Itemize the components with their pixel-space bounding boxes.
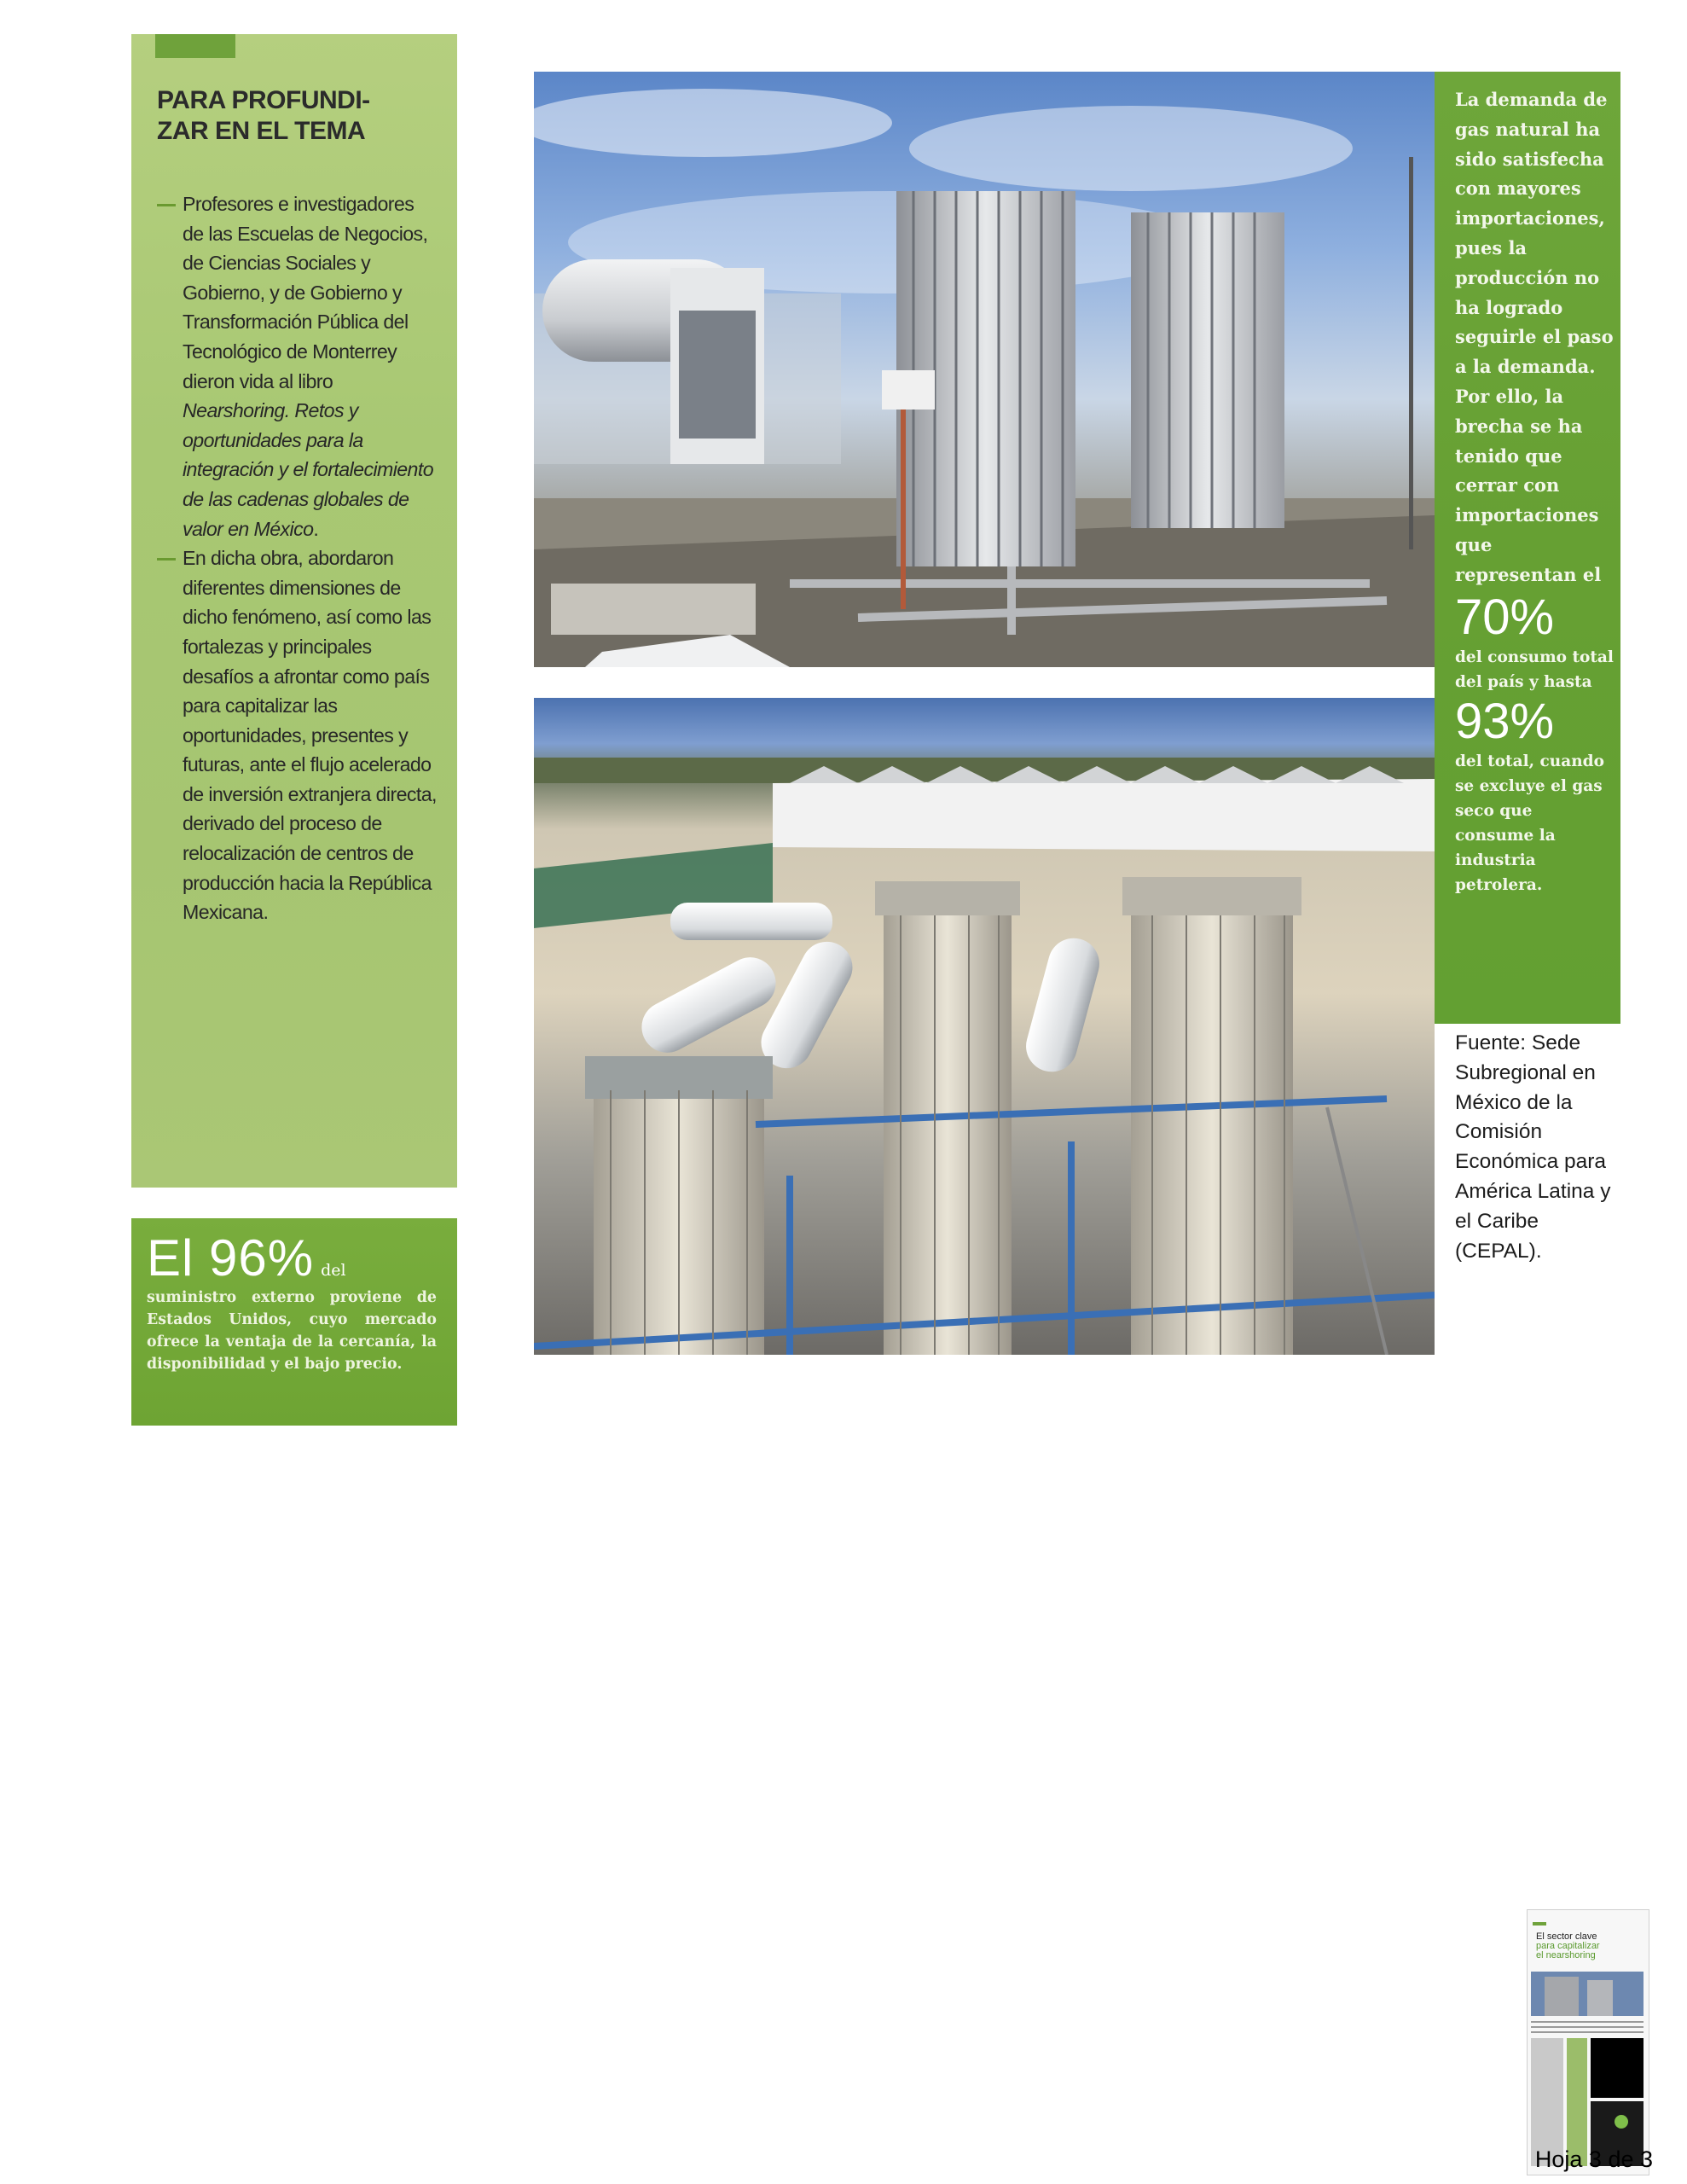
source-caption: Fuente: Sede Subregional en México de la Comisión Económica para América Latina y el Caribe (CEPAL). [1455, 1031, 1611, 1263]
photo-regasification-plant [534, 698, 1435, 1355]
stat-big-number: El 96% [147, 1229, 315, 1287]
dash-icon [157, 558, 176, 561]
sidebar-body [157, 189, 438, 927]
green-end-text: del total, cuando se excluye el gas seco que consume la industria petrolera. [1455, 752, 1604, 894]
book-title: Nearshoring. Retos y oportunidades para la integración y el fortalecimiento de las cadenas globales de valor en México [183, 399, 433, 540]
thumbnail-headline-l2: para capitalizar [1536, 1941, 1600, 1951]
page-thumbnail[interactable] [1527, 1909, 1649, 2175]
page-counter: Hoja 3 de 3 [1534, 2146, 1653, 2172]
photo-lng-vaporizers [534, 72, 1435, 667]
sidebar-title [157, 85, 438, 147]
thumbnail-headline-l3: el nearshoring [1536, 1950, 1596, 1960]
photo-top-illustration [534, 72, 1435, 667]
thumbnail-headline [1536, 1931, 1603, 1960]
para1-text-after: . [313, 517, 319, 540]
sidebar-paragraph-1 [157, 189, 438, 543]
green-info-text [1455, 85, 1614, 897]
thumbnail-illustration [1528, 1910, 1649, 2175]
stat-headline [147, 1228, 346, 1288]
green-mid-text: del consumo total del país y hasta [1455, 648, 1614, 691]
stat-small-word: del [321, 1261, 346, 1280]
sidebar-paragraph-2 [157, 543, 438, 927]
para1-text-before: Profesores e investigadores de las Escuelas de Negocios, de Ciencias Sociales y Gobierno, y de Gobierno y Transformación Pública del Tecnológico de Monterrey dieron vida al libro [183, 193, 428, 392]
photo-bottom-illustration [534, 698, 1435, 1355]
stat-text: suministro externo proviene de Estados Unidos, cuyo mercado ofrece la ventaja de la cercanía, la disponibilidad y el bajo precio. [147, 1289, 437, 1373]
para2-text: En dicha obra, abordaron diferentes dimensiones de dicho fenómeno, así como las fortalezas y principales desafíos a afrontar como país para capitalizar las oportunidades, presentes y futuras, ante el flujo acelerado de inversión extranjera directa, derivado del proceso de relocalización de centros de producción hacia la República Mexicana. [183, 547, 437, 924]
sidebar-title-line-1: PARA PROFUNDI- [157, 86, 370, 114]
pct-93: 93% [1455, 693, 1555, 749]
green-intro-text: La demanda de gas natural ha sido satisfecha con mayores importaciones, pues la producción no ha logrado seguirle el paso a la demanda. Por ello, la brecha se ha tenido que cerrar con importaciones que representan el [1455, 89, 1614, 585]
pct-70: 70% [1455, 589, 1555, 645]
sidebar-title-line-2: ZAR EN EL TEMA [157, 117, 366, 145]
dash-icon [157, 204, 176, 206]
thumbnail-headline-l1: El sector clave [1536, 1931, 1597, 1942]
sidebar-color-tab [155, 34, 235, 58]
